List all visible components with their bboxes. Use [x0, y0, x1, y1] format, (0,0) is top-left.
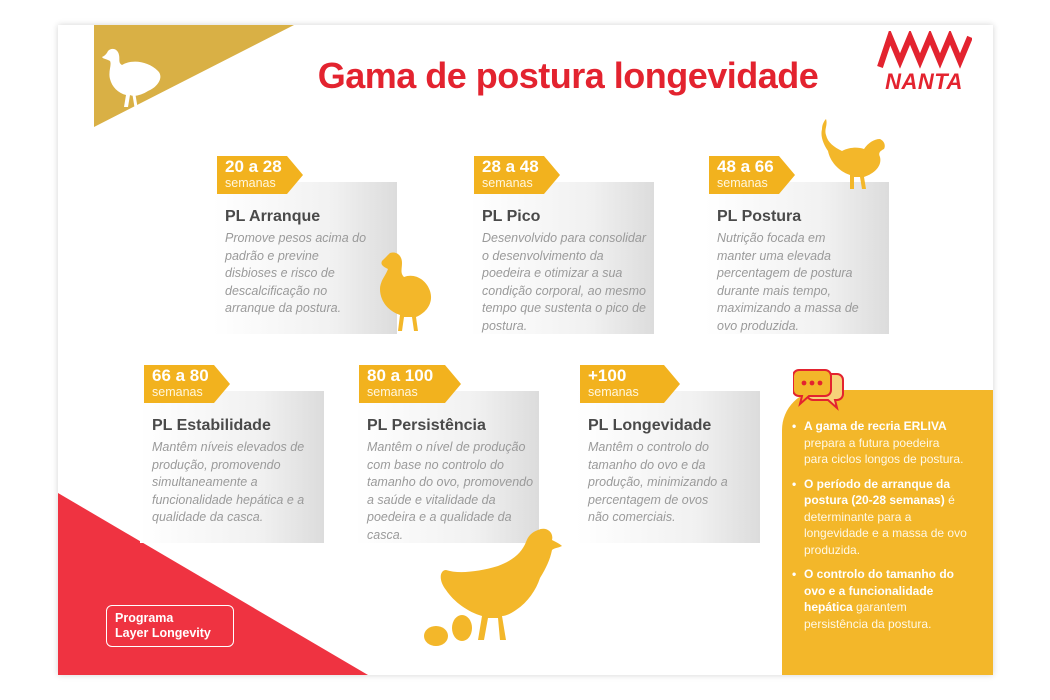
info-text: garantem [852, 600, 907, 614]
desc-line: poedeira e otimizar a sua [482, 266, 623, 280]
stage-description [588, 439, 758, 527]
stage-unit: semanas [367, 385, 418, 399]
desc-line: produção, minimizando a [588, 475, 728, 489]
desc-line: tamanho do ovo e da [588, 457, 706, 472]
stage-title: PL Arranque [225, 208, 321, 225]
corner-triangle-top [58, 25, 318, 135]
info-text: longevidade e a massa de ovo [804, 526, 967, 540]
info-text: produzida. [804, 542, 861, 557]
stage-range: 28 a 48 [482, 157, 539, 176]
stage-unit: semanas [717, 176, 768, 190]
info-text: ovo e a funcionalidade [804, 583, 934, 598]
stage-unit: semanas [152, 385, 203, 399]
nanta-logo [876, 31, 972, 94]
stage-title: PL Persistência [367, 417, 486, 434]
stage-title: PL Postura [717, 208, 802, 225]
stage-title: PL Pico [482, 208, 541, 225]
info-text: postura (20-28 semanas) [804, 493, 945, 507]
stage-tag [359, 365, 461, 403]
desc-line: percentagem de ovos [588, 492, 709, 507]
stage-description [225, 230, 395, 318]
info-text: prepara a futura poedeira [804, 435, 940, 450]
stage-unit: semanas [225, 176, 276, 190]
nanta-logo-mark [876, 31, 972, 71]
stage-unit: semanas [482, 176, 533, 190]
desc-line: simultaneamente a [152, 475, 258, 489]
stage-tag [709, 156, 795, 194]
stage-tag [580, 365, 680, 403]
program-line2: Layer Longevity [115, 626, 211, 640]
desc-line: Desenvolvido para consolidar [482, 231, 646, 245]
info-text: é [944, 493, 955, 507]
egg-icon [424, 626, 448, 646]
desc-line: Mantêm o controlo do [588, 440, 709, 454]
program-badge [106, 605, 234, 647]
info-bullet [792, 476, 980, 559]
info-panel [782, 390, 993, 675]
stage-tag [217, 156, 303, 194]
desc-line: Mantêm níveis elevados de [152, 440, 305, 454]
desc-line: tamanho do ovo, promovendo [367, 475, 534, 489]
infographic-sheet [58, 25, 993, 675]
info-bullet [792, 566, 980, 632]
stage-tag [144, 365, 230, 403]
egg-icon [452, 615, 472, 641]
desc-line: condição corporal, ao mesmo [482, 283, 646, 298]
desc-line: produção, promovendo [152, 457, 281, 472]
desc-line: manter uma elevada [717, 248, 831, 263]
desc-line: durante mais tempo, [717, 283, 831, 298]
hen-with-eggs-illustration [418, 520, 568, 650]
desc-line: percentagem de postura [717, 266, 853, 280]
info-text: para ciclos longos de postura. [804, 452, 964, 466]
desc-line: descalcificação no [225, 283, 328, 298]
desc-line: disbioses e risco de [225, 266, 335, 280]
stage-description [482, 230, 657, 335]
info-text: hepática [804, 600, 853, 614]
desc-line: funcionalidade hepática e a [152, 492, 305, 507]
desc-line: poedeira e a qualidade da [367, 510, 512, 524]
info-text: O período de arranque da [804, 476, 951, 491]
hen-icon [376, 251, 436, 335]
info-text: O controlo do tamanho do [804, 567, 954, 581]
stage-range: 66 a 80 [152, 366, 209, 385]
desc-line: o desenvolvimento da [482, 248, 604, 263]
stage-range: 20 a 28 [225, 157, 282, 176]
stage-title: PL Estabilidade [152, 417, 271, 434]
hen-icon [98, 45, 166, 111]
desc-line: qualidade da casca. [152, 510, 264, 524]
desc-line: com base no controlo do [367, 457, 504, 472]
info-text: A gama de recria ERLIVA [804, 419, 947, 433]
page-title: Gama de postura longevidade [317, 55, 819, 96]
info-bullet [792, 418, 980, 468]
logo-text: NANTA [885, 69, 963, 94]
desc-line: a saúde e vitalidade da [367, 492, 496, 507]
desc-line: maximizando a massa de [717, 301, 859, 315]
hen-icon [818, 117, 890, 193]
desc-line: Promove pesos acima do [225, 231, 367, 245]
desc-line: Nutrição focada em [717, 231, 826, 245]
stage-range: 80 a 100 [367, 366, 434, 385]
info-bullet-list [792, 418, 980, 640]
stage-range: +100 [588, 366, 627, 385]
desc-line: Mantêm o nível de produção [367, 440, 526, 454]
desc-line: ovo produzida. [717, 318, 800, 333]
chat-bubbles-icon [793, 368, 845, 412]
info-text: determinante para a [804, 509, 912, 524]
desc-line: casca. [367, 527, 404, 542]
stage-tag [474, 156, 560, 194]
desc-line: tempo que sustenta o pico de [482, 301, 647, 315]
stage-description [717, 230, 887, 335]
info-text: persistência da postura. [804, 616, 932, 631]
program-line1: Programa [115, 611, 174, 625]
stage-unit: semanas [588, 385, 639, 399]
desc-line: não comerciais. [588, 510, 676, 524]
stage-range: 48 a 66 [717, 157, 774, 176]
stage-description [152, 439, 327, 527]
desc-line: arranque da postura. [225, 301, 342, 315]
desc-line: padrão e previne [225, 248, 319, 263]
desc-line: postura. [482, 318, 528, 333]
stage-title: PL Longevidade [588, 417, 712, 434]
